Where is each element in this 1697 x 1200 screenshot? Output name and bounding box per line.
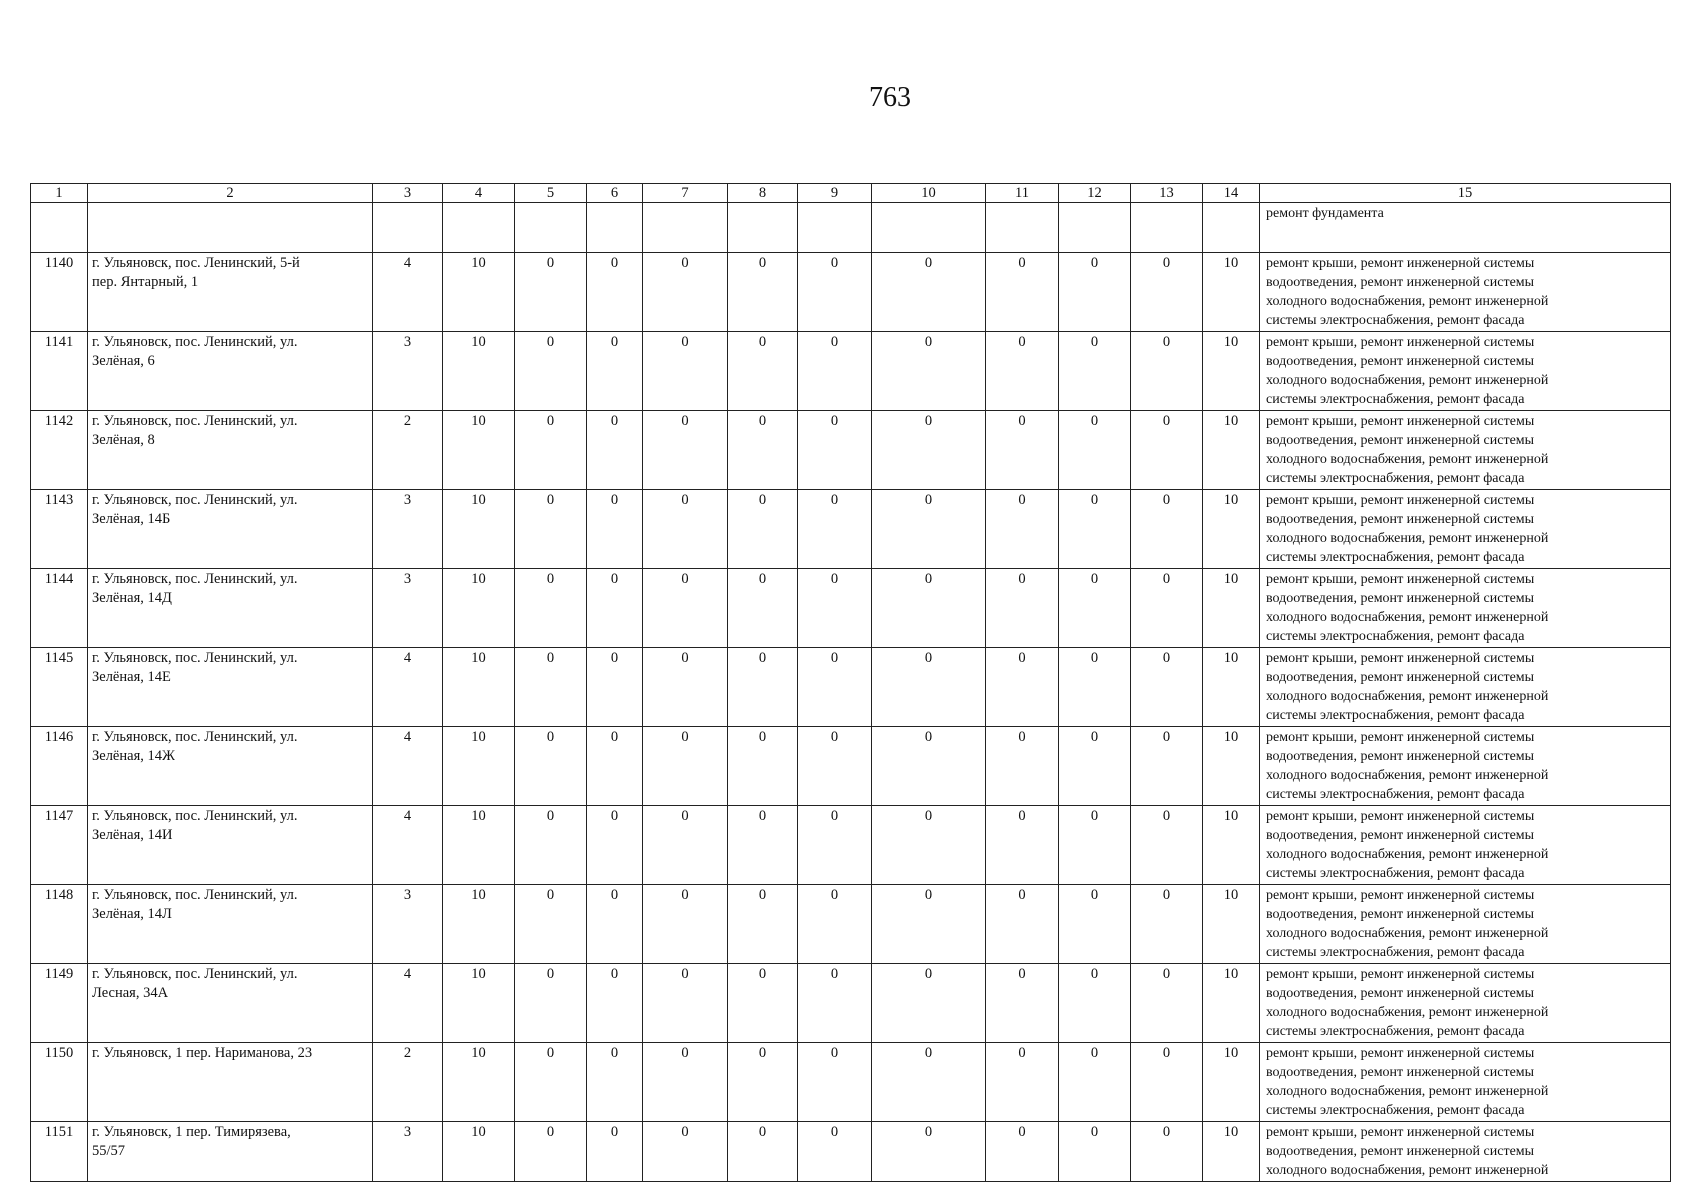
address-cell-line: г. Ульяновск, пос. Ленинский, ул. [92,966,298,982]
address-cell-line: Зелёная, 14И [92,827,173,843]
row-number: 1148 [31,885,88,964]
address-cell [88,727,373,806]
column-header-row [31,184,1671,203]
value-cell-10: 0 [872,648,986,727]
value-cell-4: 10 [443,569,515,648]
column-header-1: 1 [31,184,88,203]
carry-cell-9 [798,203,872,253]
works-cell-line: системы электроснабжения, ремонт фасада [1266,945,1525,960]
value-cell-6: 0 [587,648,643,727]
value-cell-9: 0 [798,332,872,411]
carry-cell-12 [1059,203,1131,253]
value-cell-7: 0 [643,490,728,569]
value-cell-9: 0 [798,569,872,648]
value-cell-4: 10 [443,332,515,411]
address-cell-line: г. Ульяновск, пос. Ленинский, ул. [92,571,298,587]
value-cell-13: 0 [1131,569,1203,648]
value-cell-12: 0 [1059,569,1131,648]
address-cell-line: г. Ульяновск, пос. Ленинский, ул. [92,729,298,745]
works-cell-line: ремонт крыши, ремонт инженерной системы [1266,967,1535,982]
value-cell-6: 0 [587,490,643,569]
value-cell-14: 10 [1203,964,1260,1043]
value-cell-12: 0 [1059,806,1131,885]
value-cell-7: 0 [643,253,728,332]
works-cell-line: водоотведения, ремонт инженерной системы [1266,749,1535,764]
value-cell-3: 2 [373,411,443,490]
value-cell-3: 2 [373,1043,443,1122]
address-cell [88,569,373,648]
value-cell-3: 3 [373,1122,443,1182]
value-cell-12: 0 [1059,648,1131,727]
value-cell-5: 0 [515,490,587,569]
value-cell-8: 0 [728,490,798,569]
works-cell-line: ремонт крыши, ремонт инженерной системы [1266,888,1535,903]
works-cell-line: системы электроснабжения, ремонт фасада [1266,1103,1525,1118]
address-cell [88,332,373,411]
value-cell-3: 4 [373,648,443,727]
value-cell-10: 0 [872,411,986,490]
table-row [31,648,1671,727]
value-cell-11: 0 [986,332,1059,411]
address-cell-line: г. Ульяновск, пос. Ленинский, ул. [92,492,298,508]
column-header-8: 8 [728,184,798,203]
address-cell [88,253,373,332]
value-cell-14: 10 [1203,1043,1260,1122]
value-cell-14: 10 [1203,885,1260,964]
value-cell-10: 0 [872,490,986,569]
works-cell [1260,1043,1671,1122]
address-cell-line: г. Ульяновск, пос. Ленинский, ул. [92,650,298,666]
value-cell-5: 0 [515,648,587,727]
column-header-9: 9 [798,184,872,203]
carry-cell-10 [872,203,986,253]
registry-table [30,183,1671,1182]
value-cell-4: 10 [443,885,515,964]
works-cell-line: водоотведения, ремонт инженерной системы [1266,433,1535,448]
value-cell-7: 0 [643,1122,728,1182]
value-cell-10: 0 [872,569,986,648]
table-row [31,885,1671,964]
value-cell-10: 0 [872,253,986,332]
address-cell-line: Зелёная, 8 [92,432,155,448]
value-cell-14: 10 [1203,727,1260,806]
value-cell-4: 10 [443,490,515,569]
table-row [31,253,1671,332]
works-cell-line: холодного водоснабжения, ремонт инженерной [1266,926,1549,941]
value-cell-11: 0 [986,1043,1059,1122]
row-number: 1142 [31,411,88,490]
row-number: 1149 [31,964,88,1043]
value-cell-13: 0 [1131,964,1203,1043]
value-cell-4: 10 [443,1122,515,1182]
works-cell-line: холодного водоснабжения, ремонт инженерной [1266,294,1549,309]
address-cell [88,885,373,964]
address-cell-line: г. Ульяновск, пос. Ленинский, ул. [92,808,298,824]
value-cell-11: 0 [986,885,1059,964]
works-cell-line: холодного водоснабжения, ремонт инженерной [1266,1005,1549,1020]
works-cell-line: ремонт крыши, ремонт инженерной системы [1266,493,1535,508]
value-cell-8: 0 [728,332,798,411]
column-header-10: 10 [872,184,986,203]
works-cell-line: ремонт крыши, ремонт инженерной системы [1266,335,1535,350]
value-cell-9: 0 [798,1122,872,1182]
value-cell-3: 3 [373,885,443,964]
works-cell-line: холодного водоснабжения, ремонт инженерной [1266,1084,1549,1099]
value-cell-9: 0 [798,885,872,964]
table-row [31,411,1671,490]
address-cell-line: г. Ульяновск, 1 пер. Нариманова, 23 [92,1045,313,1061]
table-row [31,727,1671,806]
address-cell-line: Лесная, 34А [92,985,169,1001]
value-cell-5: 0 [515,253,587,332]
value-cell-14: 10 [1203,1122,1260,1182]
carry-cell-2 [88,203,373,253]
value-cell-3: 3 [373,490,443,569]
column-header-4: 4 [443,184,515,203]
address-cell-line: г. Ульяновск, пос. Ленинский, ул. [92,413,298,429]
value-cell-12: 0 [1059,1122,1131,1182]
value-cell-12: 0 [1059,1043,1131,1122]
works-cell-line: холодного водоснабжения, ремонт инженерной [1266,768,1549,783]
value-cell-13: 0 [1131,885,1203,964]
address-cell-line: Зелёная, 14Ж [92,748,175,764]
value-cell-7: 0 [643,569,728,648]
works-cell [1260,1122,1671,1182]
value-cell-9: 0 [798,727,872,806]
address-cell-line: г. Ульяновск, пос. Ленинский, ул. [92,887,298,903]
works-cell-line: системы электроснабжения, ремонт фасада [1266,550,1525,565]
table-row [31,964,1671,1043]
value-cell-11: 0 [986,727,1059,806]
value-cell-6: 0 [587,253,643,332]
works-cell-line: холодного водоснабжения, ремонт инженерной [1266,531,1549,546]
value-cell-14: 10 [1203,806,1260,885]
value-cell-8: 0 [728,648,798,727]
address-cell-line: Зелёная, 6 [92,353,155,369]
row-number: 1146 [31,727,88,806]
value-cell-8: 0 [728,1122,798,1182]
value-cell-12: 0 [1059,332,1131,411]
value-cell-14: 10 [1203,253,1260,332]
works-cell [1260,569,1671,648]
value-cell-8: 0 [728,411,798,490]
works-cell-line: ремонт крыши, ремонт инженерной системы [1266,809,1535,824]
value-cell-9: 0 [798,253,872,332]
works-cell-line: ремонт крыши, ремонт инженерной системы [1266,1046,1535,1061]
row-number: 1140 [31,253,88,332]
value-cell-4: 10 [443,1043,515,1122]
value-cell-5: 0 [515,332,587,411]
works-cell-line: водоотведения, ремонт инженерной системы [1266,1144,1535,1159]
value-cell-5: 0 [515,1122,587,1182]
value-cell-7: 0 [643,885,728,964]
works-cell-line: холодного водоснабжения, ремонт инженерной [1266,1163,1549,1178]
address-cell-line: Зелёная, 14Л [92,906,172,922]
value-cell-3: 4 [373,727,443,806]
address-cell-line: г. Ульяновск, 1 пер. Тимирязева, [92,1124,291,1140]
works-cell-line: водоотведения, ремонт инженерной системы [1266,1065,1535,1080]
value-cell-12: 0 [1059,490,1131,569]
value-cell-6: 0 [587,885,643,964]
column-header-15: 15 [1260,184,1671,203]
works-cell-line: холодного водоснабжения, ремонт инженерной [1266,689,1549,704]
value-cell-13: 0 [1131,1043,1203,1122]
works-cell-line: системы электроснабжения, ремонт фасада [1266,708,1525,723]
value-cell-6: 0 [587,806,643,885]
address-cell [88,1043,373,1122]
value-cell-7: 0 [643,411,728,490]
value-cell-7: 0 [643,648,728,727]
value-cell-9: 0 [798,1043,872,1122]
table-row [31,1122,1671,1182]
works-cell-line: холодного водоснабжения, ремонт инженерной [1266,847,1549,862]
value-cell-9: 0 [798,964,872,1043]
value-cell-4: 10 [443,648,515,727]
value-cell-10: 0 [872,1043,986,1122]
value-cell-14: 10 [1203,569,1260,648]
value-cell-3: 4 [373,253,443,332]
works-cell-line: водоотведения, ремонт инженерной системы [1266,512,1535,527]
works-cell-line: водоотведения, ремонт инженерной системы [1266,591,1535,606]
carry-cell-1 [31,203,88,253]
value-cell-14: 10 [1203,648,1260,727]
value-cell-5: 0 [515,885,587,964]
table-row [31,1043,1671,1122]
value-cell-8: 0 [728,885,798,964]
carry-over-row [31,203,1671,253]
value-cell-9: 0 [798,648,872,727]
works-cell-line: водоотведения, ремонт инженерной системы [1266,907,1535,922]
value-cell-12: 0 [1059,411,1131,490]
value-cell-8: 0 [728,727,798,806]
row-number: 1141 [31,332,88,411]
value-cell-13: 0 [1131,806,1203,885]
column-header-11: 11 [986,184,1059,203]
row-number: 1150 [31,1043,88,1122]
works-cell-line: водоотведения, ремонт инженерной системы [1266,828,1535,843]
value-cell-14: 10 [1203,411,1260,490]
value-cell-13: 0 [1131,332,1203,411]
address-cell [88,964,373,1043]
value-cell-4: 10 [443,411,515,490]
row-number: 1145 [31,648,88,727]
value-cell-7: 0 [643,727,728,806]
address-cell-line: г. Ульяновск, пос. Ленинский, ул. [92,334,298,350]
value-cell-9: 0 [798,411,872,490]
column-header-2: 2 [88,184,373,203]
works-cell-line: системы электроснабжения, ремонт фасада [1266,866,1525,881]
works-cell [1260,332,1671,411]
value-cell-13: 0 [1131,1122,1203,1182]
table-row [31,332,1671,411]
carry-cell-8 [728,203,798,253]
address-cell [88,1122,373,1182]
value-cell-13: 0 [1131,490,1203,569]
value-cell-14: 10 [1203,332,1260,411]
value-cell-6: 0 [587,727,643,806]
value-cell-7: 0 [643,964,728,1043]
value-cell-6: 0 [587,964,643,1043]
works-cell-line: водоотведения, ремонт инженерной системы [1266,986,1535,1001]
value-cell-5: 0 [515,1043,587,1122]
column-header-12: 12 [1059,184,1131,203]
works-cell-line: системы электроснабжения, ремонт фасада [1266,392,1525,407]
value-cell-11: 0 [986,490,1059,569]
value-cell-11: 0 [986,411,1059,490]
carry-cell-14 [1203,203,1260,253]
value-cell-5: 0 [515,727,587,806]
works-cell-line: холодного водоснабжения, ремонт инженерной [1266,373,1549,388]
value-cell-5: 0 [515,964,587,1043]
value-cell-13: 0 [1131,411,1203,490]
value-cell-11: 0 [986,806,1059,885]
table-body [31,184,1671,1182]
address-cell-line: 55/57 [92,1143,126,1159]
works-cell-line: ремонт крыши, ремонт инженерной системы [1266,414,1535,429]
page-number: 763 [869,82,911,113]
works-cell-line: системы электроснабжения, ремонт фасада [1266,471,1525,486]
value-cell-12: 0 [1059,253,1131,332]
carry-cell-13 [1131,203,1203,253]
works-cell [1260,648,1671,727]
carry-cell-3 [373,203,443,253]
value-cell-12: 0 [1059,964,1131,1043]
value-cell-11: 0 [986,964,1059,1043]
column-header-14: 14 [1203,184,1260,203]
value-cell-4: 10 [443,806,515,885]
row-number: 1144 [31,569,88,648]
value-cell-3: 4 [373,964,443,1043]
works-cell-line: холодного водоснабжения, ремонт инженерной [1266,610,1549,625]
works-cell-line: холодного водоснабжения, ремонт инженерной [1266,452,1549,467]
carry-cell-6 [587,203,643,253]
column-header-6: 6 [587,184,643,203]
value-cell-7: 0 [643,1043,728,1122]
value-cell-8: 0 [728,1043,798,1122]
works-cell-line: водоотведения, ремонт инженерной системы [1266,354,1535,369]
value-cell-8: 0 [728,806,798,885]
value-cell-12: 0 [1059,727,1131,806]
works-cell [1260,727,1671,806]
address-cell-line: Зелёная, 14Б [92,511,171,527]
row-number: 1147 [31,806,88,885]
value-cell-6: 0 [587,1122,643,1182]
value-cell-8: 0 [728,964,798,1043]
works-cell [1260,964,1671,1043]
value-cell-5: 0 [515,569,587,648]
value-cell-6: 0 [587,332,643,411]
value-cell-4: 10 [443,964,515,1043]
address-cell-line: пер. Янтарный, 1 [92,274,199,290]
address-cell-line: Зелёная, 14Д [92,590,172,606]
value-cell-13: 0 [1131,727,1203,806]
works-cell-line: водоотведения, ремонт инженерной системы [1266,670,1535,685]
value-cell-11: 0 [986,253,1059,332]
column-header-13: 13 [1131,184,1203,203]
works-cell-line: системы электроснабжения, ремонт фасада [1266,629,1525,644]
works-cell [1260,806,1671,885]
value-cell-10: 0 [872,806,986,885]
value-cell-13: 0 [1131,648,1203,727]
value-cell-10: 0 [872,964,986,1043]
value-cell-3: 3 [373,569,443,648]
table-row [31,569,1671,648]
table-row [31,490,1671,569]
works-cell-line: системы электроснабжения, ремонт фасада [1266,787,1525,802]
column-header-3: 3 [373,184,443,203]
table-row [31,806,1671,885]
value-cell-3: 4 [373,806,443,885]
carry-cell-7 [643,203,728,253]
works-cell-line: системы электроснабжения, ремонт фасада [1266,1024,1525,1039]
value-cell-6: 0 [587,569,643,648]
carry-cell-15: ремонт фундамента [1260,203,1671,253]
value-cell-9: 0 [798,490,872,569]
carry-cell-5 [515,203,587,253]
value-cell-6: 0 [587,1043,643,1122]
column-header-5: 5 [515,184,587,203]
value-cell-13: 0 [1131,253,1203,332]
address-cell-line: г. Ульяновск, пос. Ленинский, 5-й [92,255,300,271]
works-cell-line: ремонт крыши, ремонт инженерной системы [1266,256,1535,271]
value-cell-4: 10 [443,727,515,806]
row-number: 1143 [31,490,88,569]
value-cell-12: 0 [1059,885,1131,964]
value-cell-11: 0 [986,1122,1059,1182]
address-cell [88,490,373,569]
address-cell [88,806,373,885]
carry-cell-11 [986,203,1059,253]
works-cell [1260,885,1671,964]
value-cell-8: 0 [728,569,798,648]
value-cell-7: 0 [643,332,728,411]
works-cell-line: ремонт крыши, ремонт инженерной системы [1266,730,1535,745]
value-cell-10: 0 [872,332,986,411]
value-cell-14: 10 [1203,490,1260,569]
value-cell-5: 0 [515,411,587,490]
value-cell-10: 0 [872,727,986,806]
value-cell-10: 0 [872,1122,986,1182]
value-cell-3: 3 [373,332,443,411]
address-cell [88,648,373,727]
value-cell-11: 0 [986,648,1059,727]
address-cell [88,411,373,490]
value-cell-10: 0 [872,885,986,964]
value-cell-5: 0 [515,806,587,885]
works-cell-line: системы электроснабжения, ремонт фасада [1266,313,1525,328]
works-cell-line: ремонт крыши, ремонт инженерной системы [1266,572,1535,587]
works-cell [1260,411,1671,490]
works-cell-line: водоотведения, ремонт инженерной системы [1266,275,1535,290]
value-cell-11: 0 [986,569,1059,648]
works-cell [1260,253,1671,332]
row-number: 1151 [31,1122,88,1182]
value-cell-8: 0 [728,253,798,332]
value-cell-6: 0 [587,411,643,490]
address-cell-line: Зелёная, 14Е [92,669,171,685]
works-cell-line: ремонт крыши, ремонт инженерной системы [1266,651,1535,666]
value-cell-9: 0 [798,806,872,885]
carry-cell-4 [443,203,515,253]
works-cell [1260,490,1671,569]
value-cell-7: 0 [643,806,728,885]
value-cell-4: 10 [443,253,515,332]
column-header-7: 7 [643,184,728,203]
works-cell-line: ремонт крыши, ремонт инженерной системы [1266,1125,1535,1140]
